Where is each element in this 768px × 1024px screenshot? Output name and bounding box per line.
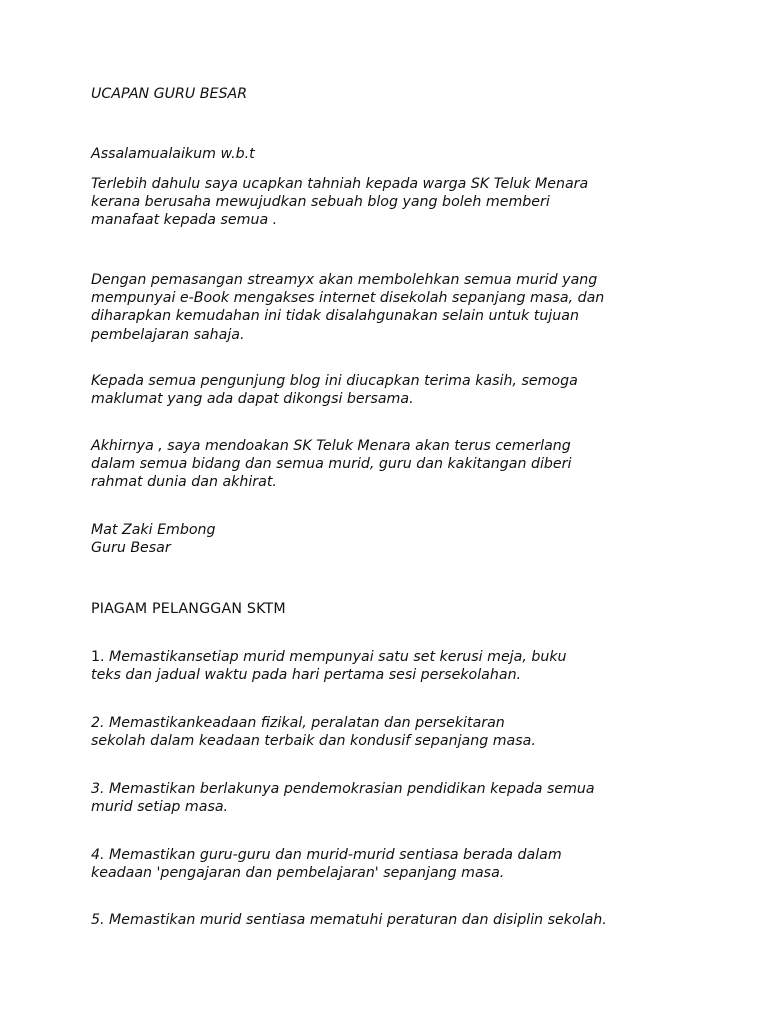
- paragraph-line: kerana berusaha mewujudkan sebuah blog yang boleh memberi: [91, 194, 550, 211]
- charter-item-1: [91, 648, 567, 684]
- charter-item-line: [91, 648, 567, 666]
- paragraph-line: Dengan pemasangan streamyx akan membolehkan semua murid yang: [91, 272, 598, 288]
- paragraph-line: manafaat kepada semua .: [91, 212, 278, 229]
- charter-item-text: Memastikankeadaan fizikal, peralatan dan persekitaran: [104, 715, 505, 731]
- charter-item-4: [91, 846, 562, 882]
- charter-item-text: Memastikansetiap murid mempunyai satu set kerusi meja, buku: [104, 649, 567, 665]
- charter-item-number: 2.: [91, 715, 105, 731]
- charter-heading-text: PIAGAM PELANGGAN SKTM: [91, 601, 286, 617]
- paragraph-4: [91, 437, 571, 492]
- paragraph-line: diharapkan kemudahan ini tidak disalahgunakan selain untuk tujuan: [91, 308, 579, 325]
- charter-item-text: Memastikan guru-guru dan murid-murid sentiasa berada dalam: [104, 847, 562, 863]
- document-heading: [91, 85, 247, 103]
- charter-item-number: 4.: [91, 847, 105, 863]
- charter-item-line: murid setiap masa.: [91, 799, 229, 816]
- paragraph-line: rahmat dunia dan akhirat.: [91, 474, 277, 491]
- charter-item-line: teks dan jadual waktu pada hari pertama sesi persekolahan.: [91, 667, 522, 684]
- signature-name: Mat Zaki Embong: [91, 522, 216, 538]
- charter-item-line: [91, 846, 562, 864]
- greeting: [91, 145, 255, 163]
- paragraph-3: [91, 372, 578, 408]
- signature-title: Guru Besar: [91, 540, 171, 557]
- charter-heading: [91, 600, 286, 618]
- charter-item-text: Memastikan murid sentiasa mematuhi peraturan dan disiplin sekolah.: [104, 912, 607, 928]
- paragraph-line: mempunyai e-Book mengakses internet disekolah sepanjang masa, dan: [91, 290, 605, 307]
- paragraph-2: [91, 271, 604, 344]
- charter-item-line: keadaan 'pengajaran dan pembelajaran' sepanjang masa.: [91, 865, 505, 882]
- paragraph-line: Kepada semua pengunjung blog ini diucapkan terima kasih, semoga: [91, 373, 578, 389]
- paragraph-line: Akhirnya , saya mendoakan SK Teluk Menara akan terus cemerlang: [91, 438, 571, 454]
- heading-text: UCAPAN GURU BESAR: [91, 86, 248, 102]
- charter-item-line: [91, 714, 536, 732]
- charter-item-line: sekolah dalam keadaan terbaik dan kondusif sepanjang masa.: [91, 733, 536, 750]
- charter-item-text: Memastikan berlakunya pendemokrasian pendidikan kepada semua: [104, 781, 595, 797]
- charter-item-line: [91, 911, 607, 929]
- greeting-text: Assalamualaikum w.b.t: [91, 146, 255, 162]
- charter-item-5: [91, 911, 607, 929]
- paragraph-line: maklumat yang ada dapat dikongsi bersama.: [91, 391, 414, 408]
- charter-item-line: [91, 780, 595, 798]
- paragraph-1: [91, 175, 588, 230]
- charter-item-number: 3.: [91, 781, 105, 797]
- paragraph-line: pembelajaran sahaja.: [91, 326, 245, 343]
- paragraph-line: Terlebih dahulu saya ucapkan tahniah kepada warga SK Teluk Menara: [91, 176, 589, 192]
- signature-block: [91, 521, 216, 557]
- charter-item-3: [91, 780, 595, 816]
- charter-item-number: 5.: [91, 912, 105, 928]
- paragraph-line: dalam semua bidang dan semua murid, guru dan kakitangan diberi: [91, 456, 572, 473]
- charter-item-number: 1.: [91, 649, 105, 665]
- charter-item-2: [91, 714, 536, 750]
